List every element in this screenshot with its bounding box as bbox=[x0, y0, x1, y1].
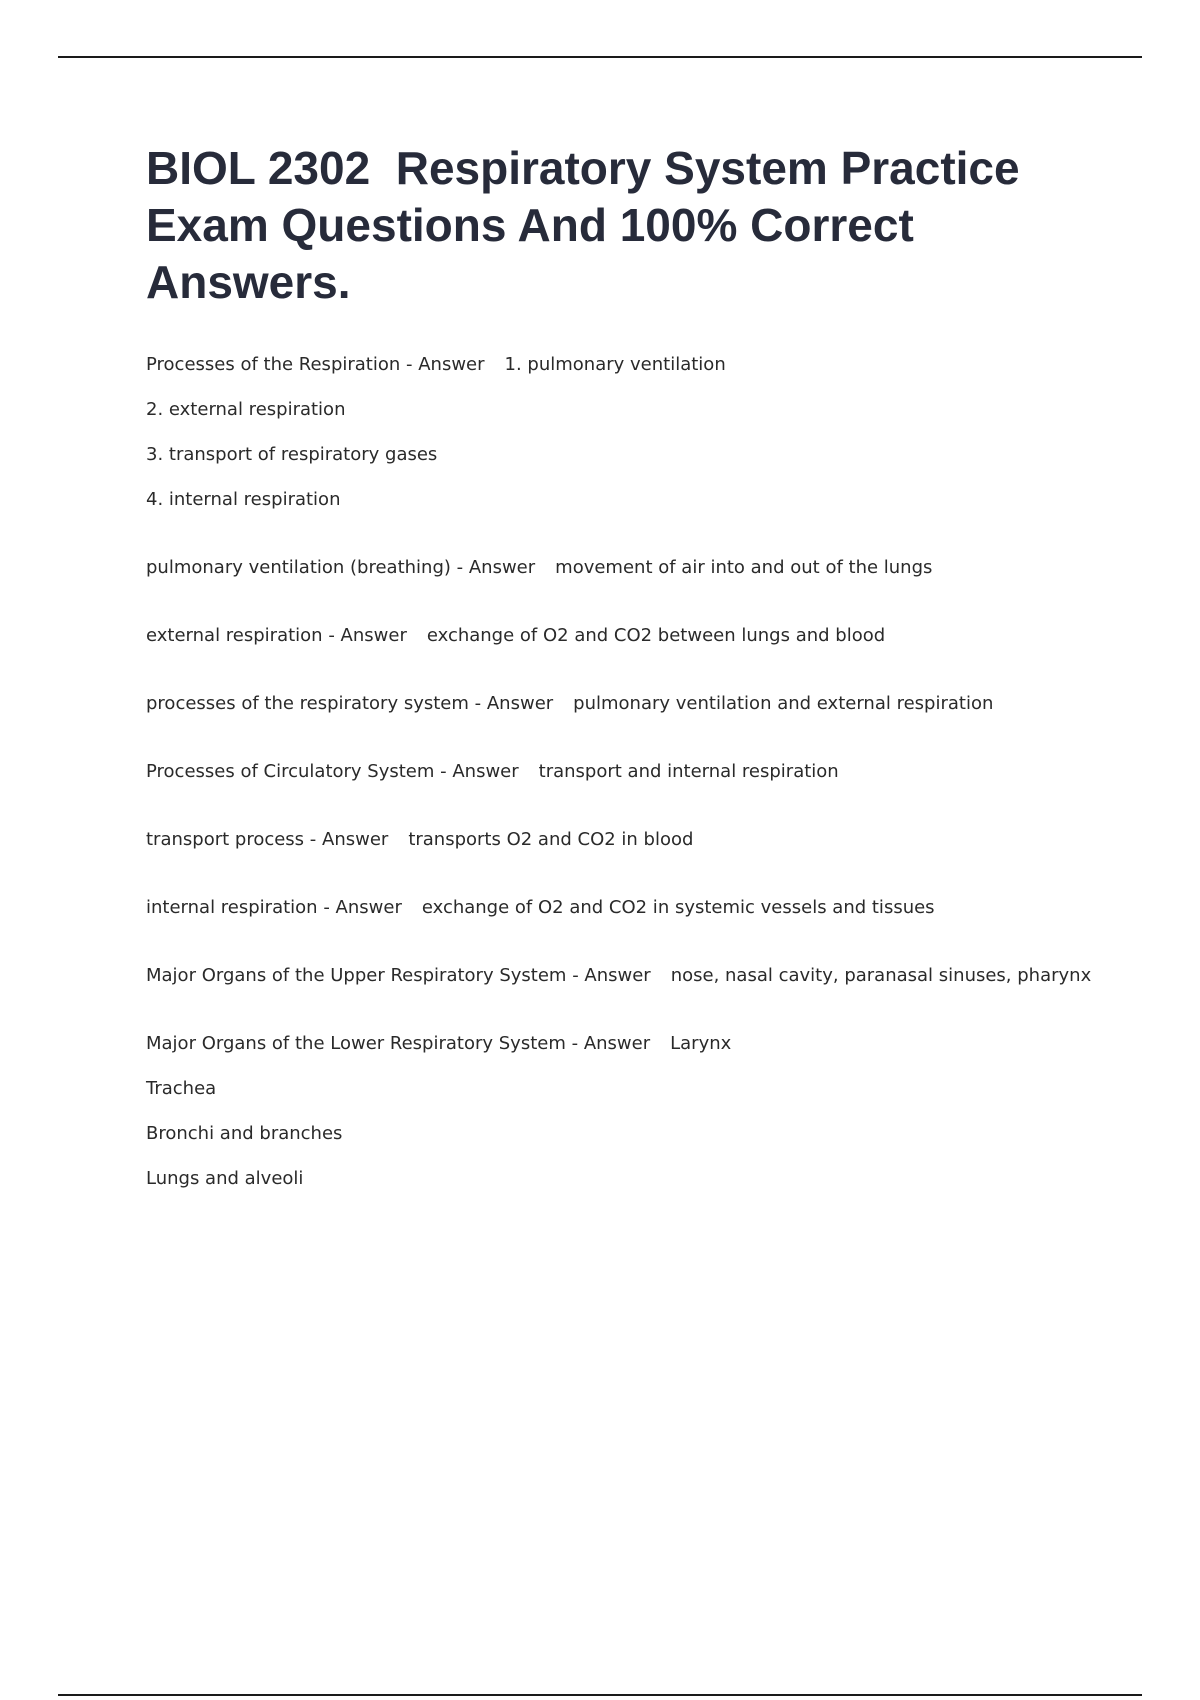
entry-term: Processes of the Respiration bbox=[146, 354, 401, 375]
entry-continuation-line: Lungs and alveoli bbox=[146, 1168, 304, 1189]
entry-first-line bbox=[146, 1032, 1106, 1077]
entry-term: transport process bbox=[146, 829, 305, 850]
entry-answer: transports O2 and CO2 in blood bbox=[408, 829, 694, 850]
answer-separator: - Answer bbox=[309, 829, 389, 850]
entry-first-line bbox=[146, 760, 1106, 783]
top-rule bbox=[58, 56, 1142, 58]
document-title: BIOL 2302 Respiratory System Practice Exam Questions And 100% Correct Answers. bbox=[146, 142, 1033, 308]
document-body bbox=[146, 140, 1106, 1235]
entry-term: internal respiration bbox=[146, 897, 318, 918]
entry-answer: Larynx bbox=[670, 1033, 732, 1054]
entry-processes-circulatory-system bbox=[146, 760, 1106, 783]
answer-separator: - Answer bbox=[571, 1033, 651, 1054]
entry-internal-respiration bbox=[146, 896, 1106, 919]
entry-answer: exchange of O2 and CO2 between lungs and blood bbox=[426, 625, 886, 646]
entry-answer: exchange of O2 and CO2 in systemic vessels and tissues bbox=[421, 897, 935, 918]
answer-separator: - Answer bbox=[328, 625, 407, 646]
entry-continuation-line: 4. internal respiration bbox=[146, 489, 341, 510]
entry-lower-respiratory-organs bbox=[146, 1032, 1106, 1190]
entry-answer: transport and internal respiration bbox=[538, 761, 839, 782]
entry-term: Major Organs of the Lower Respiratory System bbox=[146, 1033, 566, 1054]
answer-separator: - Answer bbox=[474, 693, 554, 714]
entry-continuation-line: 2. external respiration bbox=[146, 399, 346, 420]
entry-answer: movement of air into and out of the lungs bbox=[555, 557, 933, 578]
bottom-rule bbox=[58, 1694, 1142, 1696]
answer-separator: - Answer bbox=[323, 897, 402, 918]
entry-term: Processes of Circulatory System bbox=[146, 761, 435, 782]
entry-answer: pulmonary ventilation and external respiration bbox=[573, 693, 994, 714]
entry-term: processes of the respiratory system bbox=[146, 693, 469, 714]
entry-answer: nose, nasal cavity, paranasal sinuses, pharynx bbox=[670, 965, 1092, 986]
entry-term: external respiration bbox=[146, 625, 323, 646]
entry-processes-respiratory-system bbox=[146, 692, 1106, 715]
entry-continuation-line: Trachea bbox=[146, 1078, 217, 1099]
entry-first-line bbox=[146, 624, 1106, 647]
entry-first-line bbox=[146, 964, 1106, 987]
answer-separator: - Answer bbox=[456, 557, 536, 578]
entry-transport-process bbox=[146, 828, 1106, 851]
entry-first-line bbox=[146, 353, 1106, 398]
entry-pulmonary-ventilation bbox=[146, 556, 1106, 579]
entry-external-respiration bbox=[146, 624, 1106, 647]
entry-answer: 1. pulmonary ventilation bbox=[504, 354, 726, 375]
answer-separator: - Answer bbox=[406, 354, 485, 375]
entry-term: Major Organs of the Upper Respiratory System bbox=[146, 965, 567, 986]
entry-continuation-line: Bronchi and branches bbox=[146, 1123, 343, 1144]
entry-first-line bbox=[146, 692, 1106, 715]
entry-first-line bbox=[146, 828, 1106, 851]
entry-first-line bbox=[146, 896, 1106, 919]
answer-separator: - Answer bbox=[572, 965, 651, 986]
entry-first-line bbox=[146, 556, 1106, 579]
entry-list bbox=[146, 353, 1106, 1190]
entry-continuation-line: 3. transport of respiratory gases bbox=[146, 444, 438, 465]
entry-term: pulmonary ventilation (breathing) bbox=[146, 557, 451, 578]
answer-separator: - Answer bbox=[440, 761, 519, 782]
entry-upper-respiratory-organs bbox=[146, 964, 1106, 987]
entry-processes-of-respiration bbox=[146, 353, 1106, 511]
